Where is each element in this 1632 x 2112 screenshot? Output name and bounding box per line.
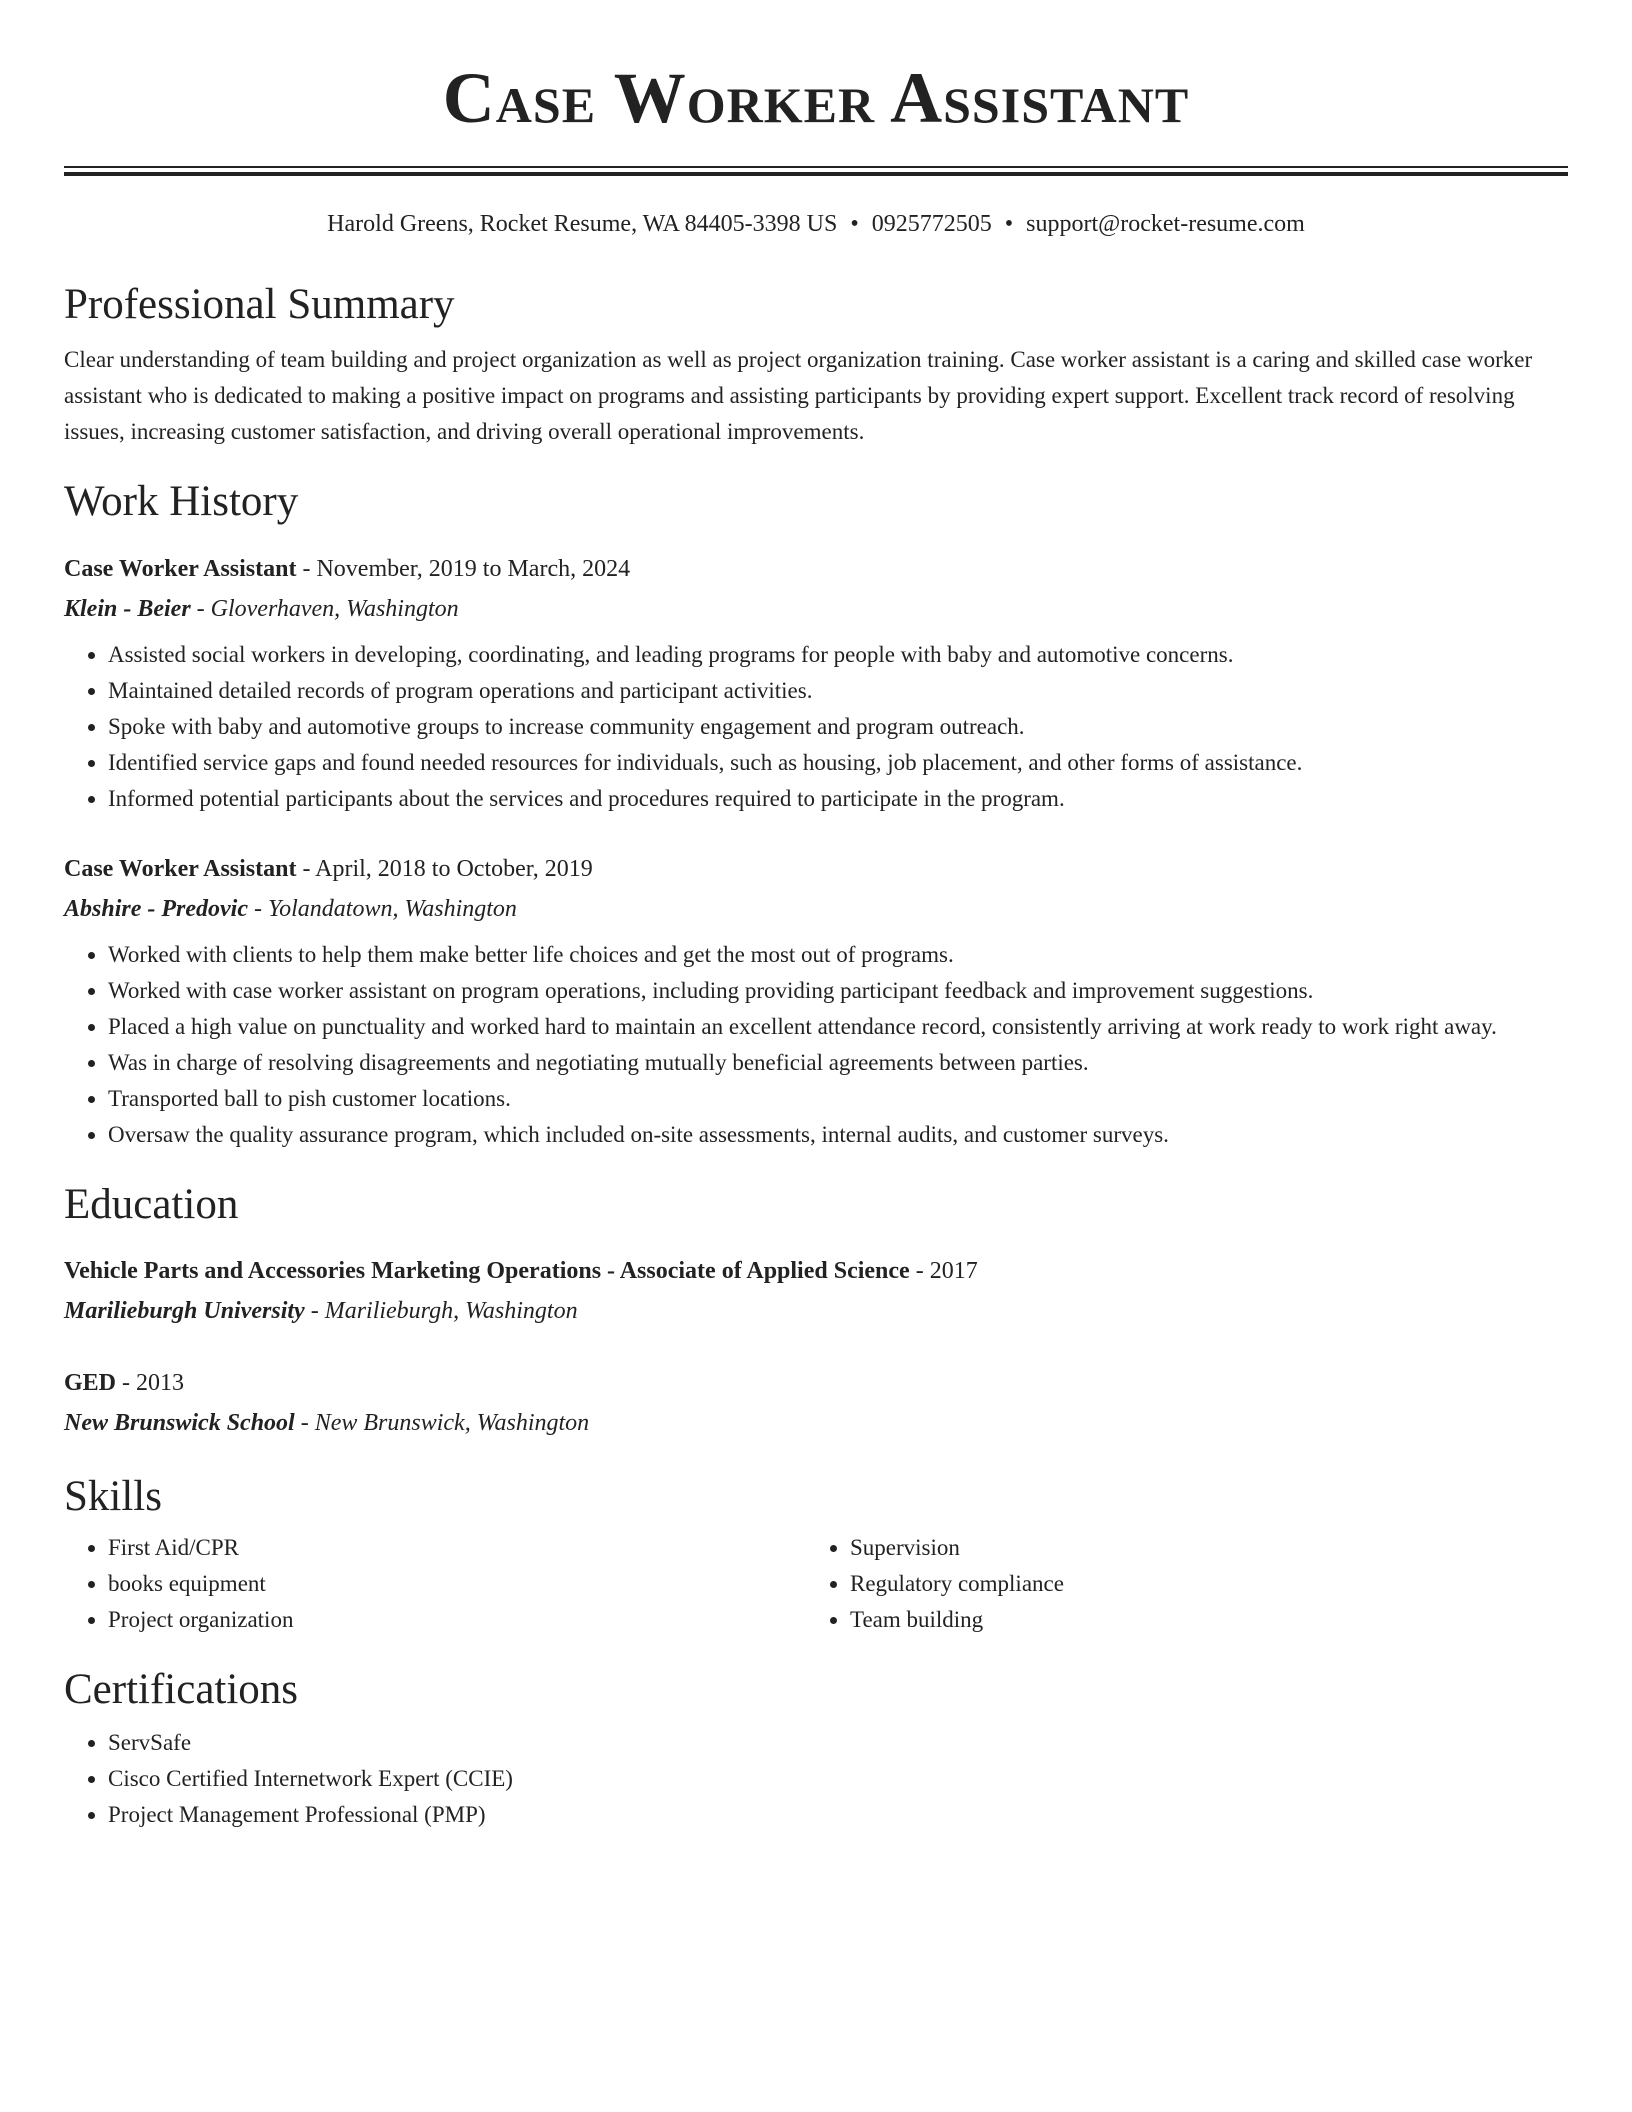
job-entry — [64, 849, 1568, 1153]
education-school-line — [64, 1403, 1568, 1443]
job-bullet: • Informed potential participants about the services and procedures required to participate in the program. — [108, 781, 1568, 817]
work-history-heading: Work History — [64, 478, 299, 526]
job-bullet: • Worked with clients to help them make better life choices and get the most out of programs. — [108, 937, 1568, 973]
summary-text: Clear understanding of team building and project organization as well as project organization training. Case worker assistant is a caring and skilled case worker assistant who is dedicated to making a positive impact on programs and assisting participants by providing expert support. Excellent track record of resolving issues, increasing customer satisfaction, and driving overall operational improvements. — [64, 347, 1533, 445]
job-dates: - April, 2018 to October, 2019 — [296, 856, 593, 883]
job-company-line — [64, 889, 1568, 929]
contact-email: support@rocket-resume.com — [1026, 211, 1305, 237]
skill-item: • books equipment — [108, 1566, 806, 1602]
contact-line — [64, 210, 1568, 239]
education-location: - New Brunswick, Washington — [294, 1409, 590, 1436]
job-bullets — [64, 937, 1568, 1153]
job-bullets — [64, 637, 1568, 817]
skill-item: • Supervision — [850, 1530, 1548, 1566]
job-company: Abshire - Predovic — [64, 896, 248, 923]
skills-column-left — [64, 1530, 806, 1638]
certification-item: • ServSafe — [108, 1725, 1568, 1761]
education-school: Marilieburgh University — [64, 1297, 305, 1324]
job-company: Klein - Beier — [64, 596, 191, 623]
job-bullet: • Worked with case worker assistant on program operations, including providing participant feedback and improvement suggestions. — [108, 973, 1568, 1009]
contact-separator: • — [850, 211, 859, 237]
education-degree: Vehicle Parts and Accessories Marketing Operations - Associate of Applied Science — [64, 1257, 910, 1284]
education-year: - 2013 — [116, 1369, 185, 1396]
contact-address: Harold Greens, Rocket Resume, WA 84405-3398 US — [327, 211, 838, 237]
skill-item: • Team building — [850, 1602, 1548, 1638]
job-dates: - November, 2019 to March, 2024 — [296, 556, 631, 583]
skill-item: • Project organization — [108, 1602, 806, 1638]
job-title-line — [64, 549, 1568, 589]
job-bullet: • Maintained detailed records of program operations and participant activities. — [108, 673, 1568, 709]
certifications-heading: Certifications — [64, 1665, 299, 1713]
job-company-line — [64, 589, 1568, 629]
education-heading: Education — [64, 1181, 239, 1229]
education-entry — [64, 1251, 1568, 1331]
job-bullet: • Was in charge of resolving disagreements and negotiating mutually beneficial agreements between parties. — [108, 1045, 1568, 1081]
job-title: Case Worker Assistant — [64, 856, 297, 883]
education-school: New Brunswick School — [64, 1409, 295, 1436]
education-entry — [64, 1363, 1568, 1443]
contact-separator: • — [1004, 211, 1014, 237]
education-school-line — [64, 1291, 1568, 1331]
job-bullet: • Oversaw the quality assurance program, which included on-site assessments, internal audits, and customer surveys. — [108, 1117, 1568, 1153]
job-bullet: • Placed a high value on punctuality and worked hard to maintain an excellent attendance record, consistently arriving at work ready to work right away. — [108, 1009, 1568, 1045]
certifications-list — [64, 1725, 1568, 1833]
education-degree-line — [64, 1363, 1568, 1403]
job-title-line — [64, 849, 1568, 889]
skill-item: • Regulatory compliance — [850, 1566, 1548, 1602]
job-title: Case Worker Assistant — [64, 556, 297, 583]
skills-column-right — [806, 1530, 1548, 1638]
job-bullet: • Transported ball to pish customer locations. — [108, 1081, 1568, 1117]
education-degree: GED — [64, 1369, 117, 1396]
certification-item: • Cisco Certified Internetwork Expert (CCIE) — [108, 1761, 1568, 1797]
job-entry — [64, 549, 1568, 817]
job-bullet: • Identified service gaps and found needed resources for individuals, such as housing, job placement, and other forms of assistance. — [108, 745, 1568, 781]
certification-item: • Project Management Professional (PMP) — [108, 1797, 1568, 1833]
summary-heading: Professional Summary — [64, 280, 455, 328]
education-degree-line — [64, 1251, 1568, 1291]
education-location: - Marilieburgh, Washington — [304, 1297, 578, 1324]
skill-item: • First Aid/CPR — [108, 1530, 806, 1566]
job-location: - Gloverhaven, Washington — [190, 596, 459, 623]
skills-heading: Skills — [64, 1472, 162, 1520]
education-year: - 2017 — [909, 1257, 978, 1284]
skills-grid — [64, 1530, 1568, 1638]
title-double-rule — [64, 166, 1568, 176]
resume-title: Case Worker Assistant — [442, 58, 1190, 138]
contact-phone: 0925772505 — [871, 211, 992, 237]
job-location: - Yolandatown, Washington — [247, 896, 517, 923]
job-bullet: • Spoke with baby and automotive groups to increase community engagement and program outreach. — [108, 709, 1568, 745]
job-bullet: • Assisted social workers in developing, coordinating, and leading programs for people with baby and automotive concerns. — [108, 637, 1568, 673]
